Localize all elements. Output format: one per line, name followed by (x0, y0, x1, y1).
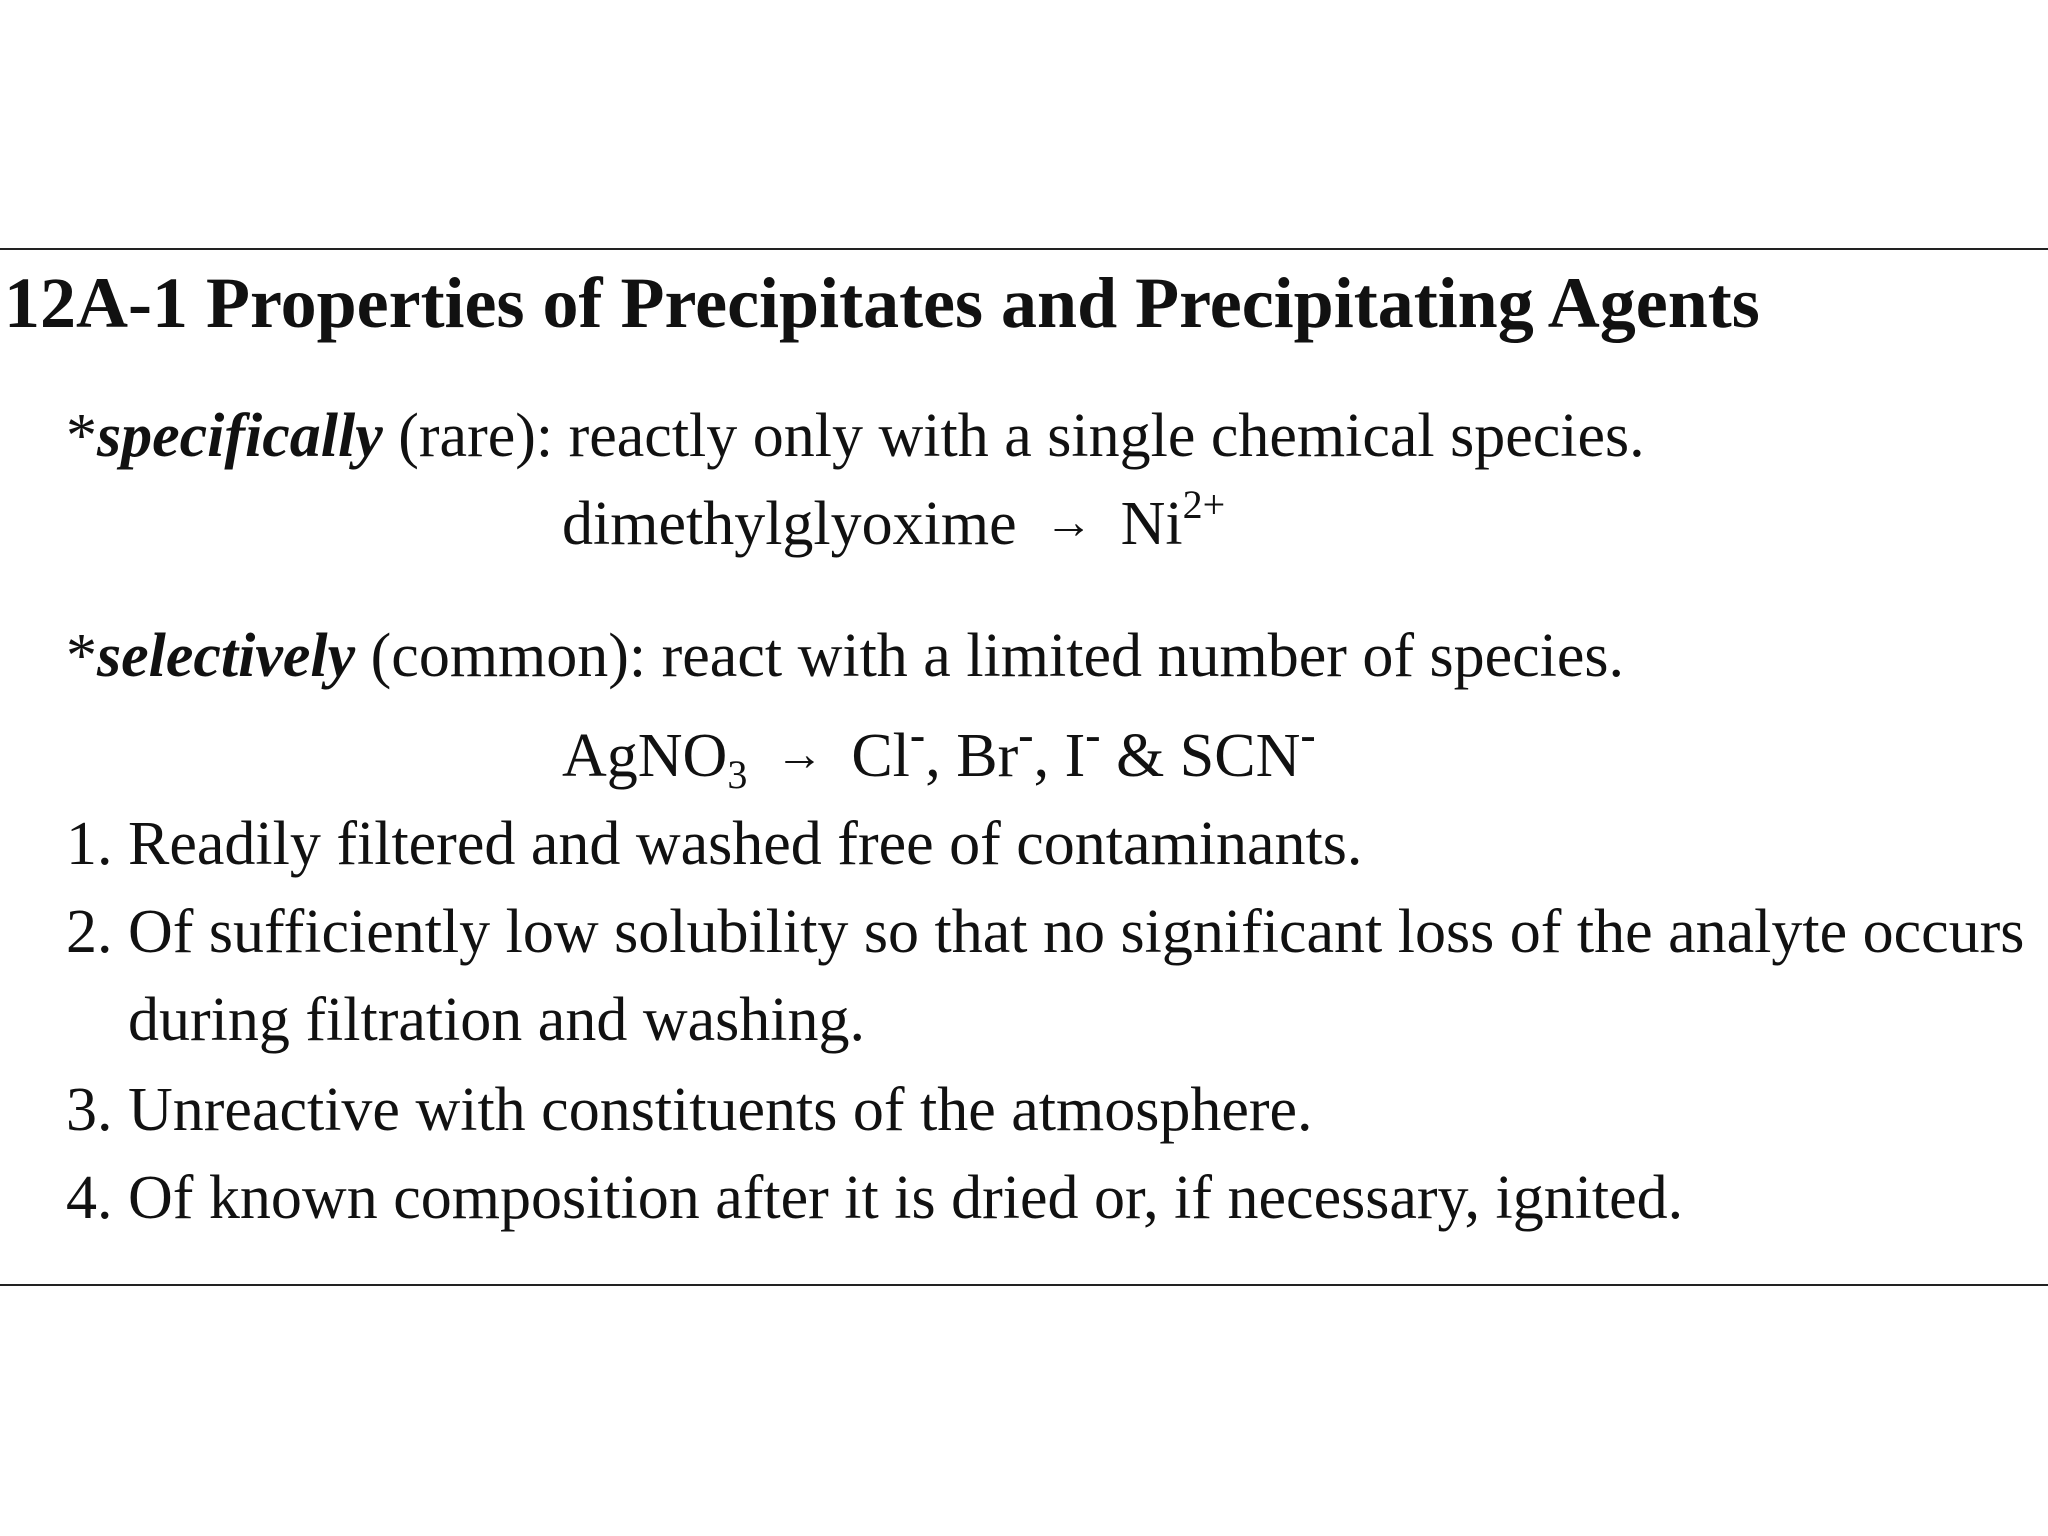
bullet-star: * (66, 402, 97, 470)
specific-definition (66, 402, 1645, 470)
ion-bromide: Br (956, 722, 1019, 790)
reagent-agno3: AgNO (562, 722, 728, 790)
list-item: 3. Unreactive with constituents of the atmosphere. (66, 1076, 1313, 1144)
reagent-dimethylglyoxime: dimethylglyoxime (562, 490, 1017, 558)
reagent-agno3-subscript: 3 (727, 752, 748, 797)
term-specifically: specifically (97, 402, 383, 470)
ion-nickel-charge: 2+ (1182, 482, 1226, 527)
top-divider (0, 248, 2048, 250)
selective-definition (66, 622, 1624, 690)
list-item: 2. Of sufficiently low solubility so that no significant loss of the analyte occurs (66, 898, 2025, 966)
list-item: 4. Of known composition after it is dried or, if necessary, ignited. (66, 1164, 1684, 1232)
equation-dimethylglyoxime (562, 482, 1226, 558)
ion-iodide: I (1064, 722, 1086, 790)
term-selectively: selectively (97, 622, 356, 690)
ion-chloride-charge: - (909, 709, 926, 760)
bullet-star: * (66, 622, 97, 690)
separator: & (1100, 722, 1180, 790)
arrow-icon: → (1044, 496, 1093, 549)
list-item: 1. Readily filtered and washed free of contaminants. (66, 810, 1363, 878)
ion-iodide-charge: - (1085, 709, 1101, 760)
ion-thiocyanate: SCN (1179, 722, 1301, 790)
slide-title: 12A-1 Properties of Precipitates and Precipitating Agents (4, 263, 1760, 343)
separator: , (925, 722, 957, 790)
ion-chloride: Cl (851, 722, 910, 790)
specific-description: (rare): reactly only with a single chemical species. (382, 402, 1645, 470)
equation-silver-nitrate (562, 709, 1316, 797)
separator: , (1033, 722, 1065, 790)
ion-nickel: Ni (1120, 490, 1183, 558)
selective-description: (common): react with a limited number of species. (355, 622, 1625, 690)
arrow-icon: → (775, 728, 824, 781)
bottom-divider (0, 1284, 2048, 1286)
ion-bromide-charge: - (1018, 709, 1034, 760)
ion-thiocyanate-charge: - (1300, 709, 1316, 760)
list-item-continuation: during filtration and washing. (128, 986, 865, 1054)
